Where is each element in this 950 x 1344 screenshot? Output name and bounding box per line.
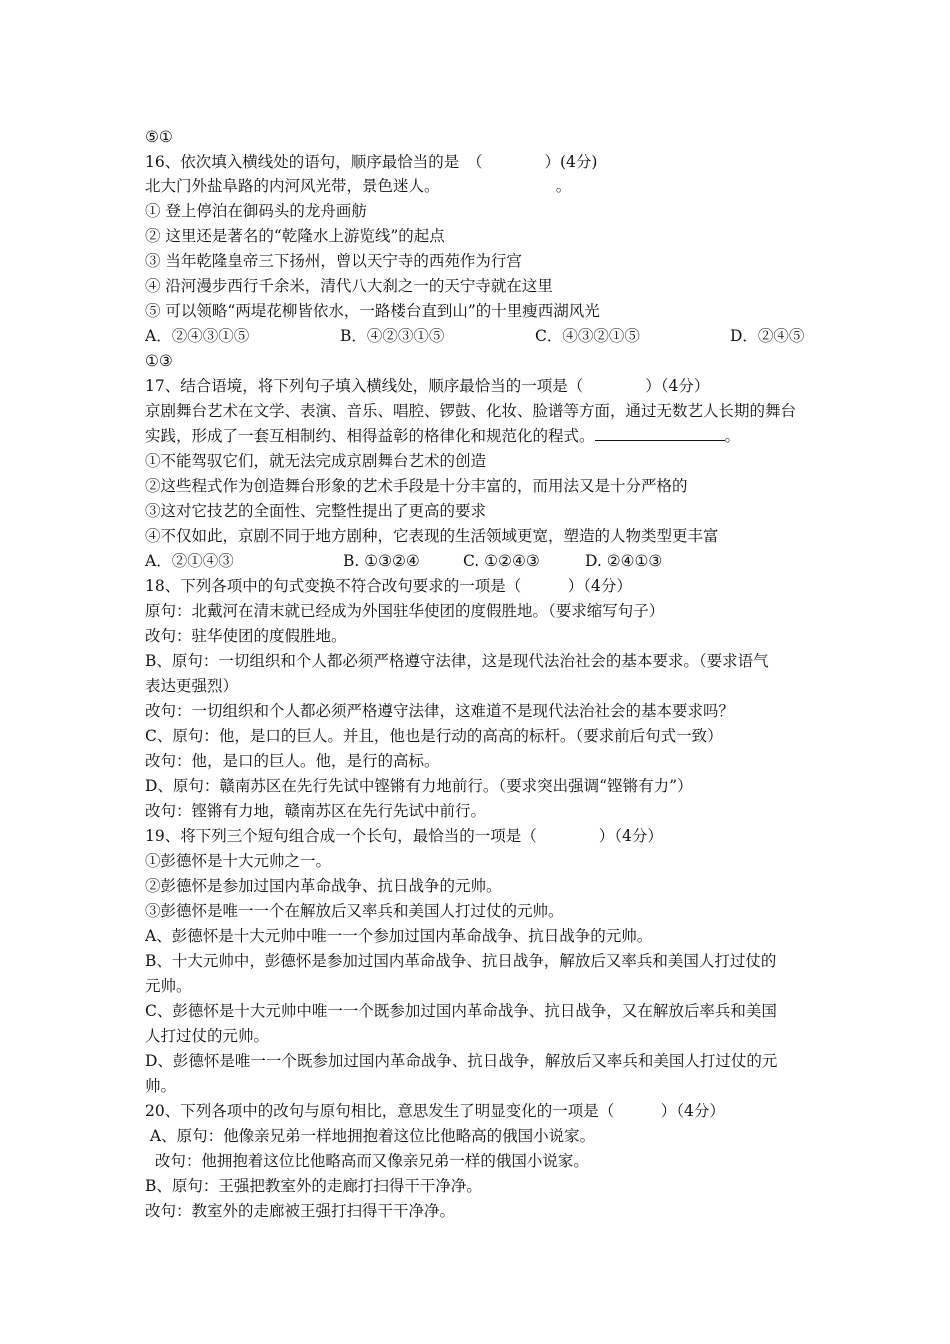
- text-line: ②这些程式作为创造舞台形象的艺术手段是十分丰富的，而用法又是十分严格的: [145, 477, 688, 495]
- text-segment: 。: [724, 427, 741, 445]
- text-line: 北大门外盐阜路的内河风光带，景色迷人。 。: [145, 177, 572, 195]
- question-18-stem: 18、下列各项中的句式变换不符合改句要求的一项是（ ）（4分）: [145, 577, 632, 595]
- text-line: ② 这里还是著名的“乾隆水上游览线”的起点: [145, 227, 445, 245]
- text-line: ①③: [145, 352, 173, 370]
- text-line: 改句：教室外的走廊被王强打扫得干干净净。: [145, 1202, 456, 1220]
- option-c: C. ①②④③: [463, 552, 540, 570]
- text-line: C、原句：他，是口的巨人。并且，他也是行动的高高的标杆。（要求前后句式一致）: [145, 727, 723, 745]
- text-line: B、原句：一切组织和个人都必须严格遵守法律，这是现代法治社会的基本要求。（要求语气: [145, 652, 769, 670]
- text-line: ①不能驾驭它们，就无法完成京剧舞台艺术的创造: [145, 452, 487, 470]
- text-line: B、十大元帅中，彭德怀是参加过国内革命战争、抗日战争，解放后又率兵和美国人打过仗的: [145, 952, 777, 970]
- text-line: ① 登上停泊在御码头的龙舟画舫: [145, 202, 367, 220]
- fill-blank: [595, 426, 725, 441]
- text-line: A、原句：他像亲兄弟一样地拥抱着这位比他略高的俄国小说家。: [145, 1127, 596, 1145]
- text-line: ①彭德怀是十大元帅之一。: [145, 852, 332, 870]
- text-line: 原句：北戴河在清末就已经成为外国驻华使团的度假胜地。（要求缩写句子）: [145, 602, 665, 620]
- option-c: C．④③②①⑤: [535, 327, 640, 345]
- text-line: 改句：一切组织和个人都必须严格遵守法律，这难道不是现代法治社会的基本要求吗？: [145, 702, 735, 720]
- question-16-stem: 16、依次填入横线处的语句，顺序最恰当的是 （ ）(4分): [145, 153, 598, 171]
- answer-options-16: [145, 324, 810, 348]
- text-line: A、彭德怀是十大元帅中唯一一个参加过国内革命战争、抗日战争的元帅。: [145, 927, 653, 945]
- text-line: 京剧舞台艺术在文学、表演、音乐、唱腔、锣鼓、化妆、脸谱等方面，通过无数艺人长期的舞台: [145, 402, 797, 420]
- answer-options-17: [145, 549, 810, 573]
- text-line: 帅。: [145, 1077, 177, 1095]
- text-line: ⑤①: [145, 128, 173, 146]
- text-line: ③彭德怀是唯一一个在解放后又率兵和美国人打过仗的元帅。: [145, 902, 564, 920]
- question-17-stem: 17、结合语境，将下列句子填入横线处，顺序最恰当的一项是（ ）（4分）: [145, 377, 710, 395]
- text-line: ④ 沿河漫步西行千余米，清代八大刹之一的天宁寺就在这里: [145, 277, 553, 295]
- text-line: ②彭德怀是参加过国内革命战争、抗日战争的元帅。: [145, 877, 502, 895]
- text-line: ③这对它技艺的全面性、完整性提出了更高的要求: [145, 502, 487, 520]
- question-20-stem: 20、下列各项中的改句与原句相比，意思发生了明显变化的一项是（ ）（4分）: [145, 1102, 725, 1120]
- text-line: C、彭德怀是十大元帅中唯一一个既参加过国内革命战争、抗日战争，又在解放后率兵和美国: [145, 1002, 777, 1020]
- text-line: ③ 当年乾隆皇帝三下扬州，曾以天宁寺的西苑作为行宫: [145, 252, 522, 270]
- text-line: D、彭德怀是唯一一个既参加过国内革命战争、抗日战争，解放后又率兵和美国人打过仗的元: [145, 1052, 778, 1070]
- text-line: B、原句：王强把教室外的走廊打扫得干干净净。: [145, 1177, 482, 1195]
- text-line: ④不仅如此，京剧不同于地方剧种，它表现的生活领域更宽，塑造的人物类型更丰富: [145, 527, 719, 545]
- text-line: 表达更强烈）: [145, 677, 239, 695]
- option-b: B．④②③①⑤: [340, 327, 445, 345]
- text-line: 改句：铿锵有力地，赣南苏区在先行先试中前行。: [145, 802, 487, 820]
- text-line: [145, 424, 810, 448]
- option-d: D．②④⑤: [730, 327, 805, 345]
- text-line: 改句：驻华使团的度假胜地。: [145, 627, 347, 645]
- text-line: 改句：他，是口的巨人。他，是行的高标。: [145, 752, 440, 770]
- option-a: A．②①④③: [145, 552, 234, 570]
- option-d: D. ②④①③: [585, 552, 663, 570]
- text-line: D、原句：赣南苏区在先行先试中铿锵有力地前行。（要求突出强调“铿锵有力”）: [145, 777, 693, 795]
- option-a: A．②④③①⑤: [145, 327, 250, 345]
- text-line: 元帅。: [145, 977, 192, 995]
- option-b: B. ①③②④: [343, 552, 420, 570]
- text-line: ⑤ 可以领略“两堤花柳皆依水，一路楼台直到山”的十里瘦西湖风光: [145, 302, 600, 320]
- text-segment: 实践，形成了一套互相制约、相得益彰的格律化和规范化的程式。: [145, 427, 595, 445]
- question-19-stem: 19、将下列三个短句组合成一个长句，最恰当的一项是（ ）（4分）: [145, 827, 663, 845]
- text-line: 人打过仗的元帅。: [145, 1027, 270, 1045]
- text-line: 改句：他拥抱着这位比他略高而又像亲兄弟一样的俄国小说家。: [145, 1152, 589, 1170]
